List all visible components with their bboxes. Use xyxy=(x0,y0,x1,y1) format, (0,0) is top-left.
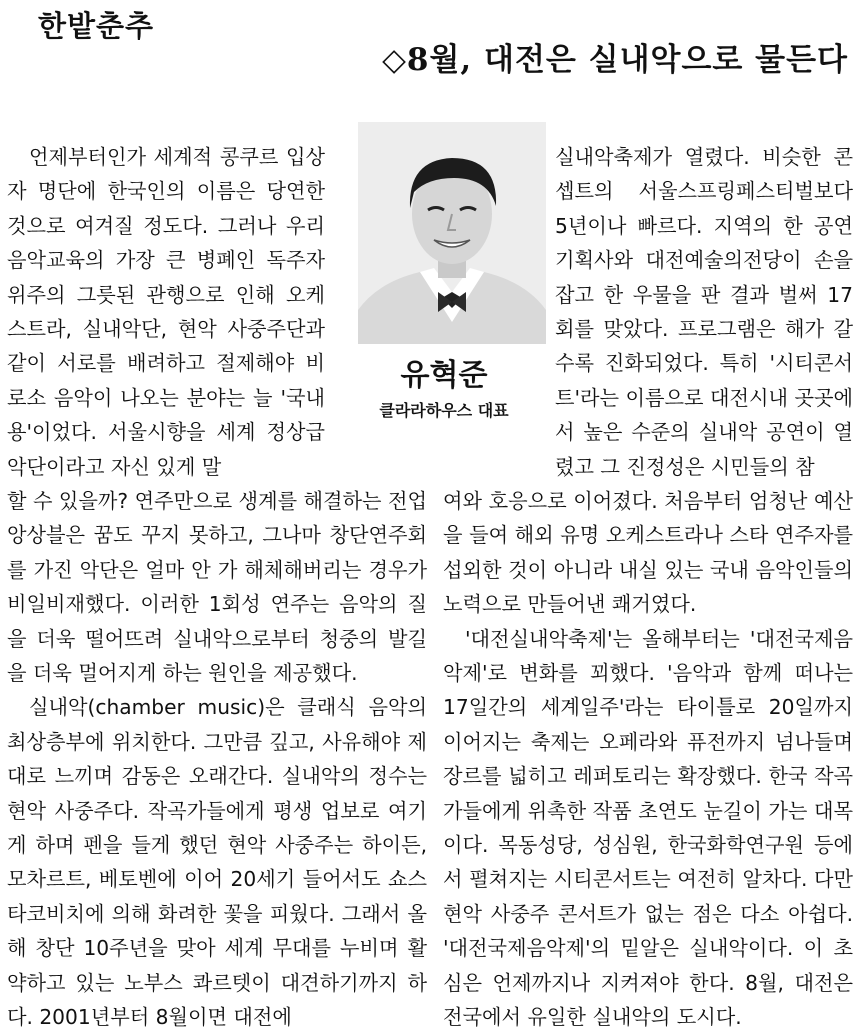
body-column-right-top xyxy=(555,140,853,484)
paragraph: '대전실내악축제'는 올해부터는 '대전국제음악제'로 변화를 꾀했다. '음악과 함께 떠나는 17일간의 세계일주'라는 타이틀로 20일까지 이어지는 축제는 오페라와 퓨전까지 넘나들며 장르를 넓히고 레퍼토리는 확장했다. 한국 작곡가들에게 위촉한 작품 초연도 눈길이 가는 대목이다. 목동성당, 성심원, 한국화학연구원 등에서 펼쳐지는 시티콘서트는 여전히 알차다. 다만 현악 사중주 콘서트가 없는 점은 다소 아쉽다. '대전국제음악제'의 밑알은 실내악이다. 이 초심은 언제까지나 지켜져야 한다. 8월, 대전은 전국에서 유일한 실내악의 도시다. xyxy=(443,626,853,1030)
paragraph: 할 수 있을까? 연주만으로 생계를 해결하는 전업 앙상블은 꿈도 꾸지 못하고, 그나마 창단연주회를 가진 악단은 얼마 안 가 해체해버리는 경우가 비일비재했다. 이러한 1회성 연주는 음악의 질을 더욱 떨어뜨려 실내악으로부터 청중의 발길을 더욱 멀어지게 하는 원인을 제공했다. xyxy=(7,489,427,686)
paragraph: 여와 호응으로 이어졌다. 처음부터 엄청난 예산을 들여 해외 유명 오케스트라나 스타 연주자를 섭외한 것이 아니라 내실 있는 국내 음악인들의 노력으로 만들어낸 쾌거였다. xyxy=(443,489,853,617)
author-role: 클라라하우스 대표 xyxy=(379,401,509,420)
author-name: 유혁준 xyxy=(400,358,488,393)
kicker: 한밭춘추 xyxy=(38,9,155,43)
body-column-left-top xyxy=(7,140,325,484)
paragraph: 실내악축제가 열렸다. 비슷한 콘셉트의 서울스프링페스티벌보다 5년이나 빠르다. 지역의 한 공연기획사와 대전예술의전당이 손을 잡고 한 우물을 판 결과 벌써 17회를 맞았다. 프로그램은 해가 갈수록 진화되었다. 특히 '시티콘서트'라는 이름으로 대전시내 곳곳에서 높은 수준의 실내악 공연이 열렸고 그 진정성은 시민들의 참 xyxy=(555,145,853,479)
body-column-left-bottom xyxy=(7,484,427,1035)
headline: ◇8월, 대전은 실내악으로 물든다 xyxy=(382,42,848,78)
paragraph: 실내악(chamber music)은 클래식 음악의 최상층부에 위치한다. 그만큼 깊고, 사유해야 제대로 느끼며 감동은 오래간다. 실내악의 정수는 현악 사중주다. 작곡가들에게 평생 업보로 여기게 하며 펜을 들게 했던 현악 사중주는 하이든, 모차르트, 베토벤에 이어 20세기 들어서도 쇼스타코비치에 의해 화려한 꽃을 피웠다. 그래서 올해 창단 10주년을 맞아 세계 무대를 누비며 활약하고 있는 노부스 콰르텟이 대견하기까지 하다. 2001년부터 8월이면 대전에 xyxy=(7,695,427,1030)
body-column-right-bottom xyxy=(443,484,853,1035)
paragraph: 언제부터인가 세계적 콩쿠르 입상자 명단에 한국인의 이름은 당연한 것으로 여겨질 정도다. 그러나 우리 음악교육의 가장 큰 병폐인 독주자 위주의 그릇된 관행으로 인해 오케스트라, 실내악단, 현악 사중주단과 같이 서로를 배려하고 절제해야 비로소 음악이 나오는 분야는 늘 '국내용'이었다. 서울시향을 세계 정상급 악단이라고 자신 있게 말 xyxy=(7,145,325,479)
author-photo xyxy=(358,122,546,344)
